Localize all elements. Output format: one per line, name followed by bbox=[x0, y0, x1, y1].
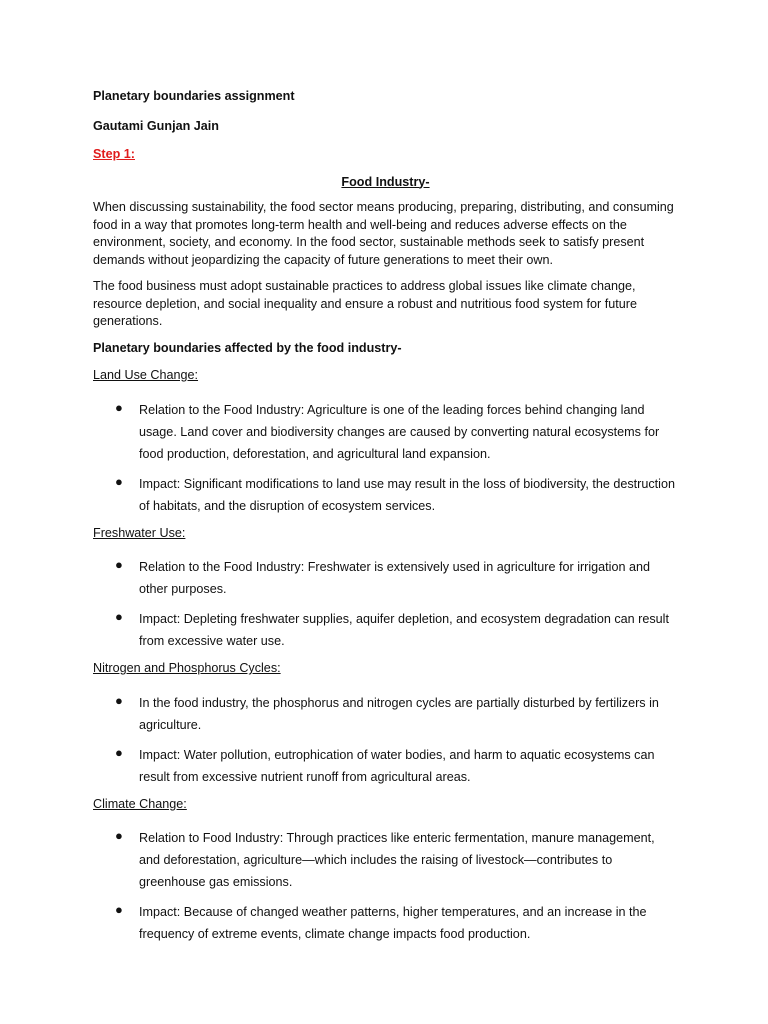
list-item-text: Relation to the Food Industry: Agriculture is one of the leading forces behind changing land usage. Land cover and biodiversity changes are caused by converting natural ecosystems for food production, deforestation, and agricultural land expansion. bbox=[139, 402, 660, 461]
bullet-list-climate-change bbox=[93, 827, 678, 945]
list-item-text: Relation to the Food Industry: Freshwater is extensively used in agriculture for irrigation and other purposes. bbox=[139, 560, 650, 596]
practice-paragraph: The food business must adopt sustainable practices to address global issues like climate change, resource depletion, and social inequality and ensure a robust and nutritious food system for future generations. bbox=[93, 279, 637, 328]
bullet-icon: ● bbox=[115, 557, 123, 572]
bullet-icon: ● bbox=[115, 692, 123, 708]
step-label: Step 1: bbox=[93, 147, 135, 161]
bullet-icon: ● bbox=[115, 609, 123, 624]
list-item-text: Impact: Because of changed weather patterns, higher temperatures, and an increase in the frequency of extreme events, climate change impacts food production. bbox=[139, 905, 647, 941]
list-item bbox=[93, 608, 678, 652]
bullet-icon: ● bbox=[115, 399, 123, 415]
section-label-climate-change: Climate Change: bbox=[93, 796, 187, 811]
section-label-nutrient-cycles: Nitrogen and Phosphorus Cycles: bbox=[93, 661, 281, 675]
list-item bbox=[93, 744, 678, 788]
section-label-freshwater: Freshwater Use: bbox=[93, 525, 186, 540]
section-label-land-use: Land Use Change: bbox=[93, 368, 199, 382]
bullet-list-freshwater bbox=[93, 556, 678, 652]
intro-paragraph: When discussing sustainability, the food sector means producing, preparing, distributing, and consuming food in a way that promotes long-term health and well-being and reduces adverse effects on the environment, society, and economy. In the food sector, sustainable methods seek to satisfy present demands without jeopardizing the capacity of future generations to meet their own. bbox=[93, 200, 674, 267]
bullet-icon: ● bbox=[115, 828, 123, 843]
author-name: Gautami Gunjan Jain bbox=[93, 118, 219, 133]
bullet-icon: ● bbox=[115, 902, 123, 917]
list-item-text: Impact: Depleting freshwater supplies, aquifer depletion, and ecosystem degradation can result from excessive water use. bbox=[139, 612, 669, 648]
list-item bbox=[93, 556, 678, 600]
list-item bbox=[93, 827, 678, 893]
list-item bbox=[93, 692, 678, 736]
list-item bbox=[93, 901, 678, 945]
list-item-text: Impact: Significant modifications to land use may result in the loss of biodiversity, the destruction of habitats, and the disruption of ecosystem services. bbox=[139, 476, 675, 513]
bullet-icon: ● bbox=[115, 744, 123, 760]
list-item bbox=[93, 399, 678, 465]
list-item-text: In the food industry, the phosphorus and nitrogen cycles are partially disturbed by fertilizers in agriculture. bbox=[139, 695, 659, 732]
section-heading: Food Industry- bbox=[341, 174, 430, 189]
bullet-list-land-use bbox=[93, 399, 678, 517]
bullet-icon: ● bbox=[115, 473, 123, 489]
bullet-list-nutrient-cycles bbox=[93, 692, 678, 788]
document-body bbox=[93, 88, 678, 953]
document-title: Planetary boundaries assignment bbox=[93, 89, 295, 103]
list-item-text: Relation to Food Industry: Through practices like enteric fermentation, manure management, and deforestation, agriculture—which includes the raising of livestock—contributes to greenhouse gas emissions. bbox=[139, 831, 655, 889]
list-item-text: Impact: Water pollution, eutrophication of water bodies, and harm to aquatic ecosystems can result from excessive nutrient runoff from agricultural areas. bbox=[139, 747, 655, 784]
list-item bbox=[93, 473, 678, 517]
boundaries-subheading: Planetary boundaries affected by the food industry- bbox=[93, 340, 402, 355]
